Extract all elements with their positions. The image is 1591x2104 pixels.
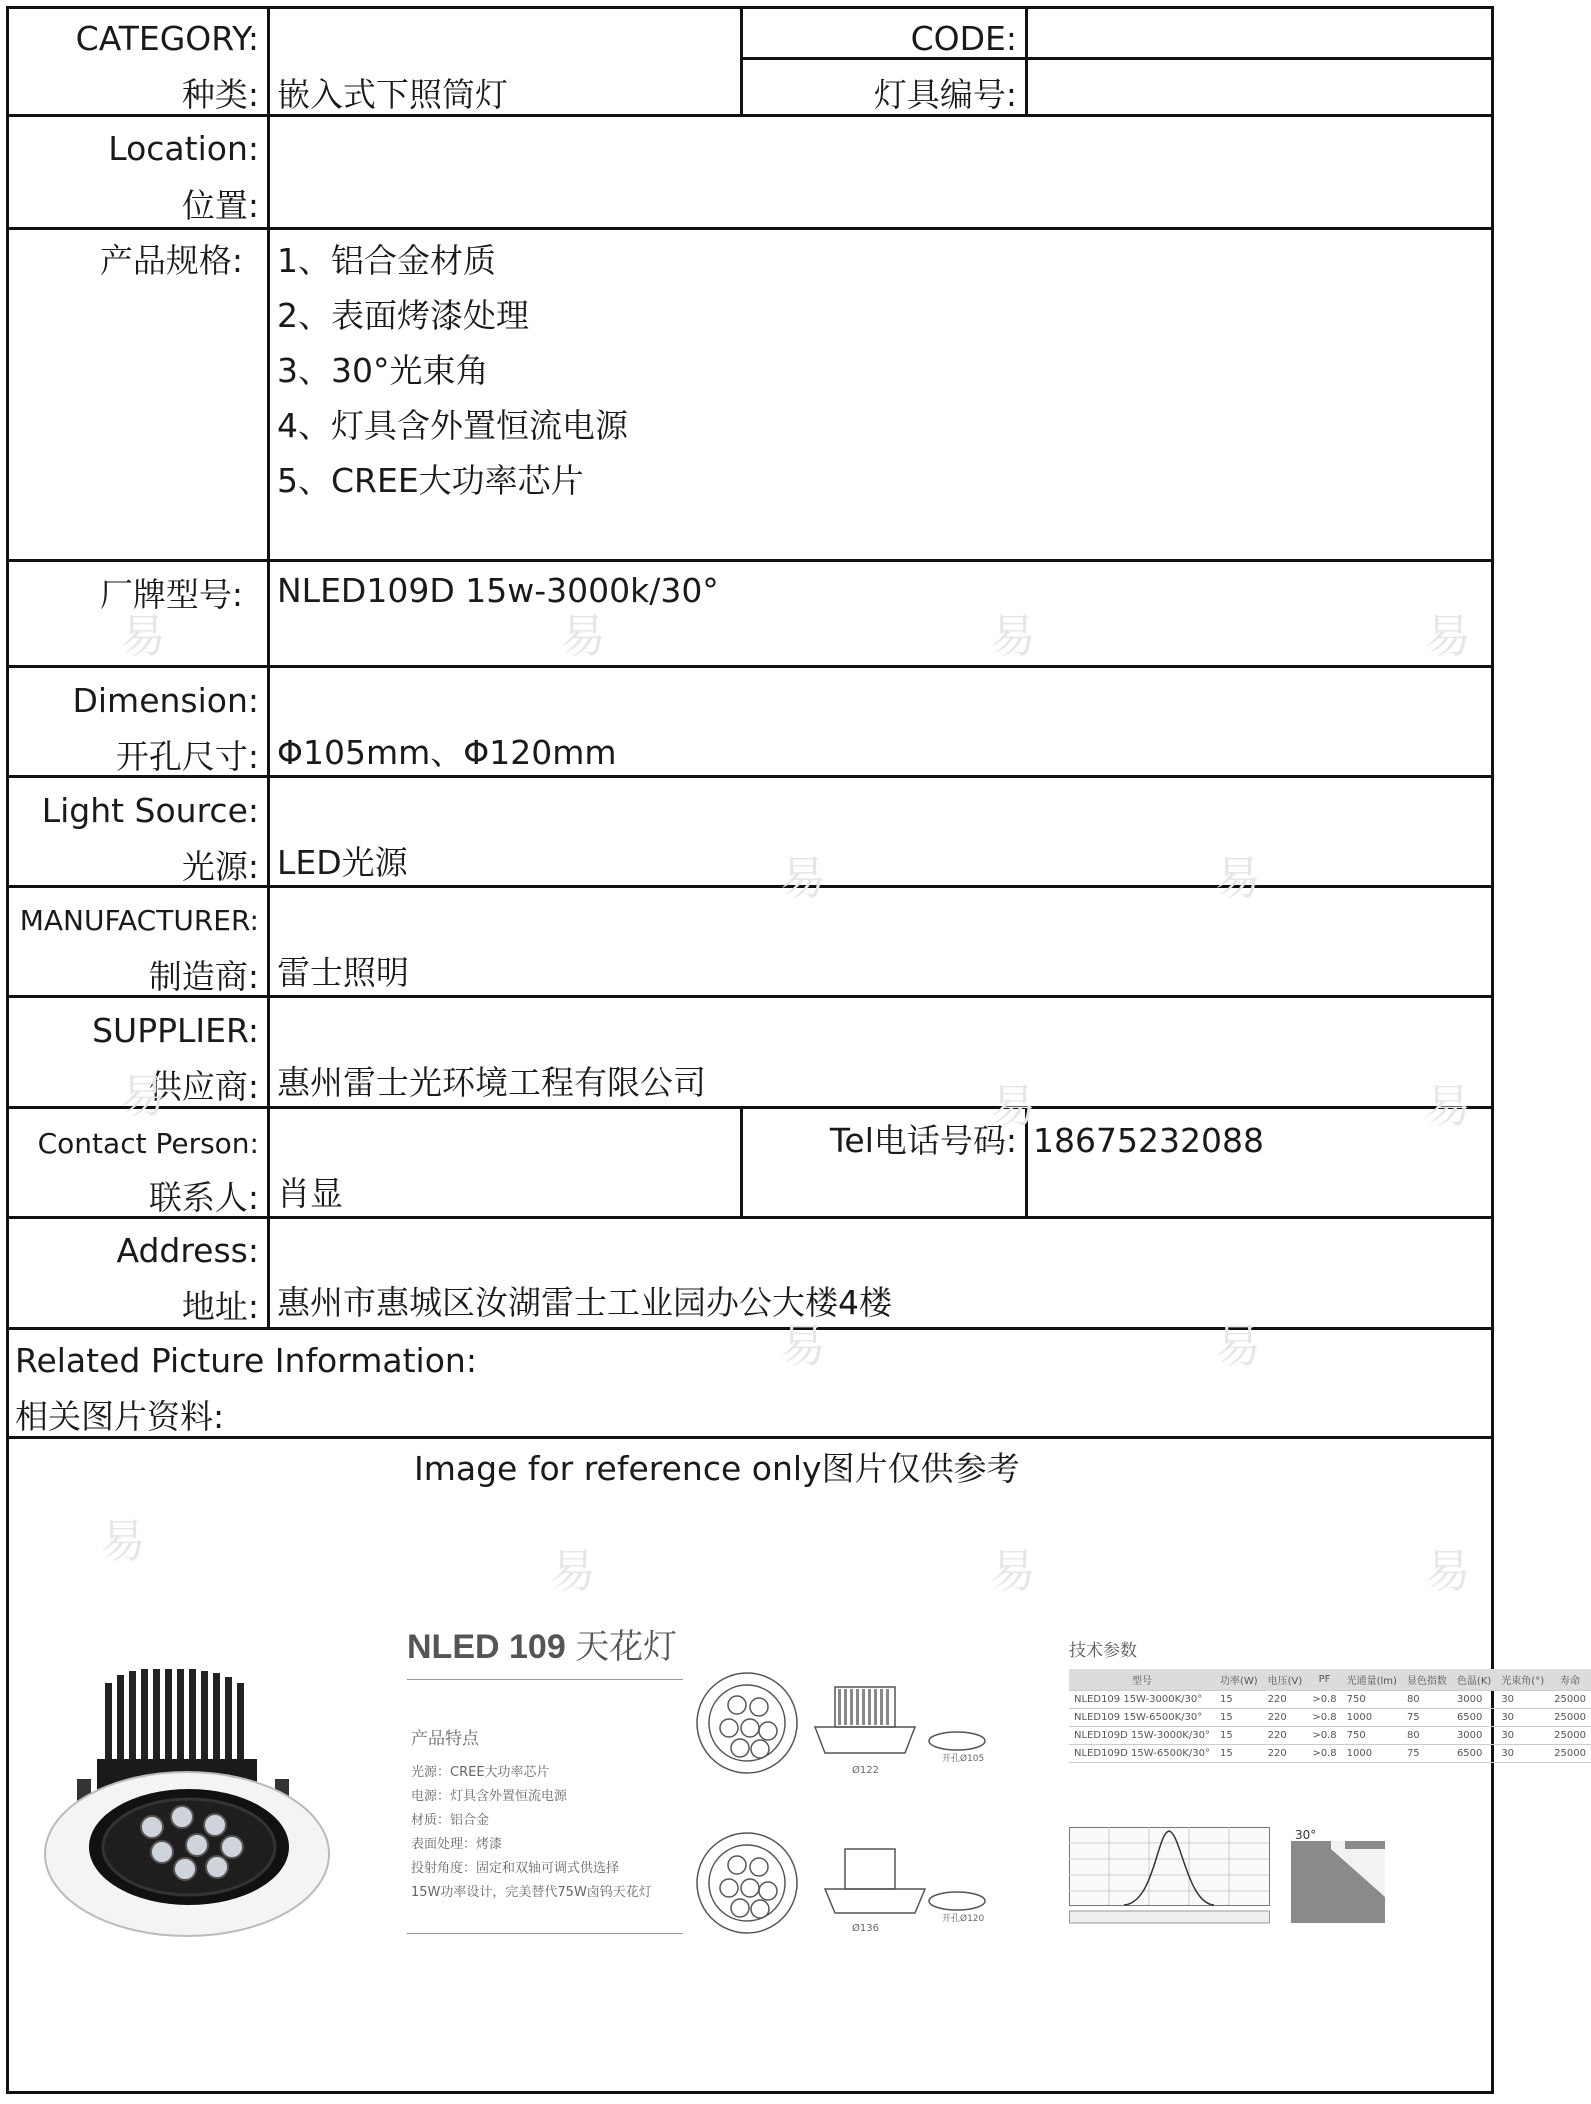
feature-item: 15W功率设计，完美替代75W卤钨天花灯 (411, 1885, 652, 1900)
dimension-value: Φ105mm、Φ120mm (277, 733, 617, 772)
tech-header: 功率(W) (1215, 1669, 1263, 1691)
feature-item: 投射角度：固定和双轴可调式供选择 (411, 1861, 620, 1876)
brochure-name: 天花灯 (575, 1628, 678, 1666)
light-distribution-graph (1069, 1827, 1284, 1927)
watermark-glyph: 易 (1425, 1544, 1471, 1598)
tel-label: Tel电话号码: (829, 1121, 1017, 1160)
watermark-glyph: 易 (1215, 851, 1261, 905)
feature-item: 材质：铝合金 (411, 1813, 490, 1828)
label-column-divider (267, 9, 270, 1327)
dim-top: Ø122 (852, 1765, 879, 1776)
watermark-glyph: 易 (550, 1544, 596, 1598)
table-cell: 30 (1496, 1745, 1549, 1763)
watermark-glyph: 易 (100, 1514, 146, 1568)
watermark-glyph: 易 (120, 609, 166, 663)
table-cell: 15 (1215, 1691, 1263, 1709)
address-label-en: Address: (116, 1231, 259, 1270)
related-label-zh: 相关图片资料: (15, 1397, 225, 1436)
table-cell: >0.8 (1307, 1745, 1341, 1763)
table-cell: 15 (1215, 1745, 1263, 1763)
category-value: 嵌入式下照筒灯 (277, 75, 508, 114)
code-label-zh: 灯具编号: (873, 75, 1017, 114)
dimension-label-en: Dimension: (72, 681, 259, 720)
table-cell: 25000 (1549, 1709, 1591, 1727)
code-value-divider (1025, 9, 1028, 114)
picture-caption: Image for reference only图片仅供参考 (414, 1449, 1020, 1488)
contact-value: 肖显 (277, 1174, 343, 1213)
supplier-value: 惠州雷士光环境工程有限公司 (277, 1063, 706, 1102)
tech-header: 寿命 (1549, 1669, 1591, 1691)
table-cell: 80 (1402, 1691, 1452, 1709)
tech-header: 色温(K) (1452, 1669, 1496, 1691)
table-cell: NLED109 15W-6500K/30° (1069, 1709, 1215, 1727)
watermark-glyph: 易 (120, 1069, 166, 1123)
tech-header: 光通量(lm) (1342, 1669, 1402, 1691)
address-label-zh: 地址: (181, 1287, 259, 1326)
table-cell: 750 (1342, 1691, 1402, 1709)
table-cell: >0.8 (1307, 1709, 1341, 1727)
light-source-label-en: Light Source: (41, 791, 259, 830)
table-cell: 3000 (1452, 1727, 1496, 1745)
category-label-zh: 种类: (181, 75, 259, 114)
table-cell: 1000 (1342, 1709, 1402, 1727)
dimension-label-zh: 开孔尺寸: (115, 737, 259, 776)
address-value: 惠州市惠城区汝湖雷士工业园办公大楼4楼 (277, 1283, 892, 1322)
table-cell: 25000 (1549, 1727, 1591, 1745)
location-label-en: Location: (108, 129, 259, 168)
supplier-label-en: SUPPLIER: (92, 1011, 259, 1050)
table-cell: 80 (1402, 1727, 1452, 1745)
brochure-model: NLED 109 (407, 1628, 566, 1666)
features-title: 产品特点 (411, 1729, 479, 1749)
manufacturer-label-en: MANUFACTURER: (19, 904, 259, 937)
code-divider (740, 57, 1491, 60)
beam-angle-diagram (1291, 1827, 1391, 1927)
tech-header-row (1069, 1669, 1591, 1691)
table-cell: 750 (1342, 1727, 1402, 1745)
tech-title: 技术参数 (1069, 1641, 1137, 1661)
brochure-title (407, 1619, 677, 1668)
light-source-value: LED光源 (277, 843, 408, 882)
technical-drawings (692, 1673, 1012, 1943)
spec-item: 2、表面烤漆处理 (277, 296, 529, 335)
related-label-en: Related Picture Information: (15, 1341, 477, 1380)
watermark-glyph: 易 (1425, 1079, 1471, 1133)
table-cell: NLED109D 15W-3000K/30° (1069, 1727, 1215, 1745)
beam-angle-label: 30° (1295, 1828, 1317, 1842)
specs-label: 产品规格: (99, 241, 243, 280)
light-source-label-zh: 光源: (181, 847, 259, 886)
table-cell: 220 (1263, 1745, 1308, 1763)
tech-header: 型号 (1069, 1669, 1215, 1691)
table-cell: 15 (1215, 1709, 1263, 1727)
watermark-glyph: 易 (1425, 609, 1471, 663)
location-label-zh: 位置: (181, 186, 259, 225)
code-column-divider (740, 9, 743, 114)
tech-header: PF (1307, 1669, 1341, 1691)
table-cell: 6500 (1452, 1745, 1496, 1763)
model-value: NLED109D 15w-3000k/30° (277, 571, 719, 610)
table-row (1069, 1691, 1591, 1709)
tech-header: 显色指数 (1402, 1669, 1452, 1691)
row-divider (9, 1327, 1491, 1330)
supplier-label-zh: 供应商: (148, 1067, 259, 1106)
watermark-glyph: 易 (780, 1319, 826, 1373)
table-cell: >0.8 (1307, 1691, 1341, 1709)
code-label-en: CODE: (910, 19, 1017, 58)
table-cell: 220 (1263, 1727, 1308, 1745)
tel-value: 18675232088 (1033, 1121, 1264, 1160)
watermark-glyph: 易 (990, 609, 1036, 663)
brochure-rule (407, 1679, 683, 1680)
table-cell: 75 (1402, 1745, 1452, 1763)
tel-value-divider (1025, 1106, 1028, 1216)
feature-item: 表面处理：烤漆 (411, 1837, 503, 1852)
downlight-photo (37, 1669, 337, 1939)
table-cell: 15 (1215, 1727, 1263, 1745)
watermark-glyph: 易 (560, 609, 606, 663)
tech-header: 光束角(°) (1496, 1669, 1549, 1691)
table-cell: NLED109D 15W-6500K/30° (1069, 1745, 1215, 1763)
table-row (1069, 1745, 1591, 1763)
table-cell: 25000 (1549, 1691, 1591, 1709)
table-cell: 220 (1263, 1691, 1308, 1709)
table-cell: 6500 (1452, 1709, 1496, 1727)
table-cell: 30 (1496, 1727, 1549, 1745)
spec-item: 3、30°光束角 (277, 351, 489, 390)
table-cell: 30 (1496, 1691, 1549, 1709)
tel-column-divider (740, 1106, 743, 1216)
spec-item: 1、铝合金材质 (277, 241, 496, 280)
feature-item: 电源：灯具含外置恒流电源 (411, 1789, 568, 1804)
table-row (1069, 1709, 1591, 1727)
table-cell: NLED109 15W-3000K/30° (1069, 1691, 1215, 1709)
contact-label-en: Contact Person: (37, 1127, 259, 1160)
table-cell: 220 (1263, 1709, 1308, 1727)
table-cell: 1000 (1342, 1745, 1402, 1763)
model-label: 厂牌型号: (99, 575, 243, 614)
watermark-glyph: 易 (1215, 1319, 1261, 1373)
dim-bottom: Ø136 (852, 1923, 879, 1934)
watermark-glyph: 易 (990, 1544, 1036, 1598)
spec-item: 5、CREE大功率芯片 (277, 461, 584, 500)
row-divider (9, 665, 1491, 668)
row-divider (9, 1436, 1491, 1439)
brochure-rule (407, 1933, 683, 1934)
table-cell: 25000 (1549, 1745, 1591, 1763)
feature-item: 光源：CREE大功率芯片 (411, 1765, 550, 1780)
table-cell: 30 (1496, 1709, 1549, 1727)
spec-sheet (6, 6, 1586, 2094)
manufacturer-value: 雷士照明 (277, 953, 409, 992)
category-label-en: CATEGORY: (75, 19, 259, 58)
watermark-glyph: 易 (990, 1079, 1036, 1133)
dim-bottom-cut: 开孔Ø120 (942, 1914, 985, 1924)
row-divider (9, 227, 1491, 230)
table-cell: 3000 (1452, 1691, 1496, 1709)
tech-header: 电压(V) (1263, 1669, 1308, 1691)
watermark-glyph: 易 (780, 851, 826, 905)
row-divider (9, 559, 1491, 562)
tech-table (1069, 1669, 1591, 1763)
dim-top-cut: 开孔Ø105 (942, 1754, 985, 1764)
table-cell: 75 (1402, 1709, 1452, 1727)
table-cell: >0.8 (1307, 1727, 1341, 1745)
contact-label-zh: 联系人: (148, 1178, 259, 1217)
spec-item: 4、灯具含外置恒流电源 (277, 406, 628, 445)
manufacturer-label-zh: 制造商: (148, 957, 259, 996)
table-row (1069, 1727, 1591, 1745)
